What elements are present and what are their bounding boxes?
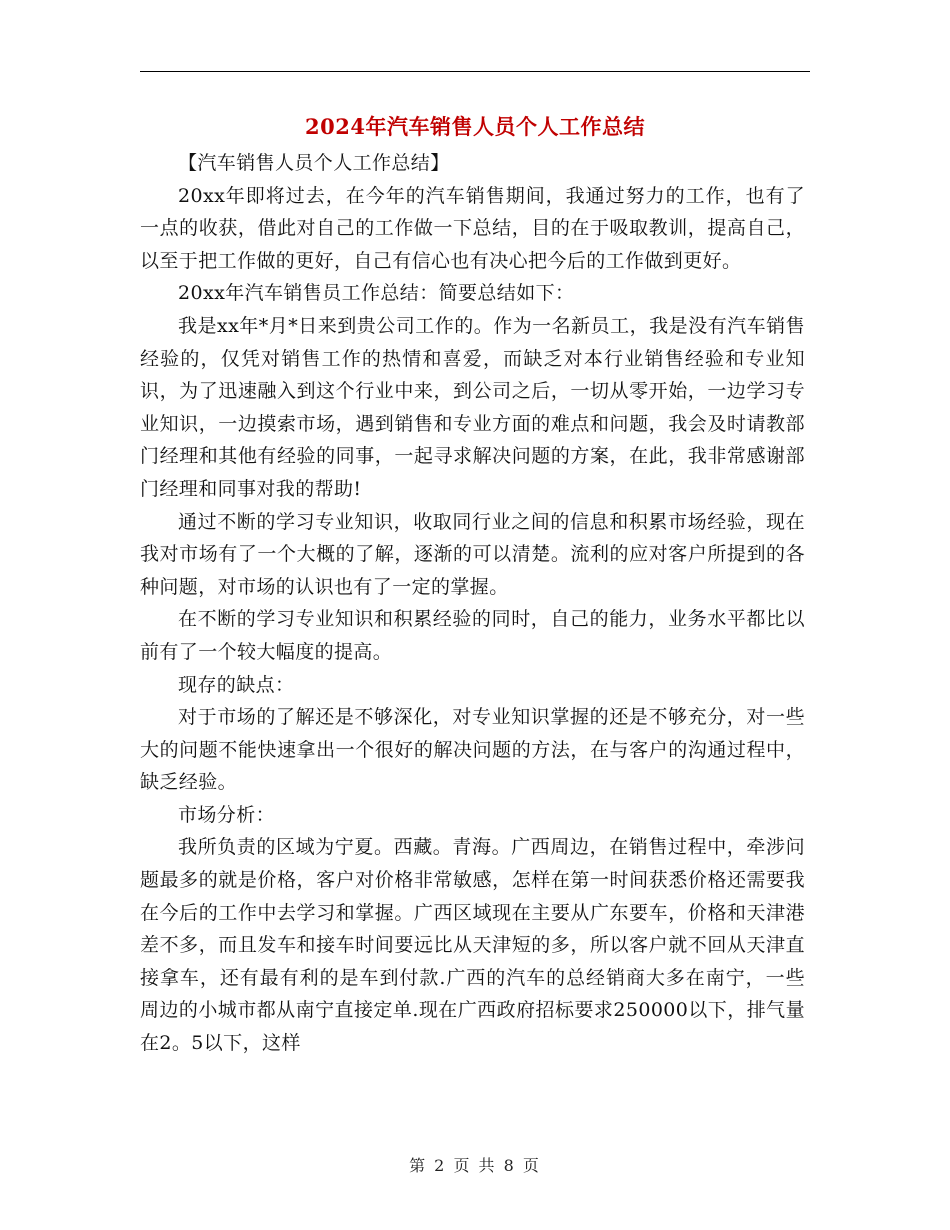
paragraph-shortcomings: 对于市场的了解还是不够深化，对专业知识掌握的还是不够充分，对一些大的问题不能快速拿出一个很好的解决问题的方法，在与客户的沟通过程中，缺乏经验。 [140,706,805,794]
paragraph-learning: 通过不断的学习专业知识，收取同行业之间的信息和积累市场经验，现在我对市场有了一个大概的了解，逐渐的可以清楚。流利的应对客户所提到的各种问题，对市场的认识也有了一定的掌握。 [140,510,805,598]
paragraph-shortcomings-heading: 现存的缺点： [178,673,295,696]
page-number-footer: 第 2 页 共 8 页 [409,1156,541,1175]
paragraph-improvement: 在不断的学习专业知识和积累经验的同时，自己的能力，业务水平都比以前有了一个较大幅度的提高。 [140,608,805,663]
paragraph-intro: 20xx年即将过去，在今年的汽车销售期间，我通过努力的工作，也有了一点的收获，借此对自己的工作做一下总结，目的在于吸取教训，提高自己，以至于把工作做的更好，自己有信心也有决心把今后的工作做到更好。 [140,184,805,272]
paragraph-market-analysis: 我所负责的区域为宁夏。西藏。青海。广西周边，在销售过程中，牵涉问题最多的就是价格，客户对价格非常敏感，怎样在第一时间获悉价格还需要我在今后的工作中去学习和掌握。广西区域现在主要从广东要车，价格和天津港差不多，而且发车和接车时间要远比从天津短的多，所以客户就不回从天津直接拿车，还有最有利的是车到付款.广西的汽车的总经销商大多在南宁，一些周边的小城市都从南宁直接定单.现在广西政府招标要求250000以下，排气量在2。5以下，这样 [140,836,805,1055]
document-title: 2024年汽车销售人员个人工作总结 [305,114,645,139]
document-body [140,147,805,1060]
paragraph-market-heading: 市场分析： [178,803,276,826]
paragraph-section-heading: 【汽车销售人员个人工作总结】 [178,152,450,174]
paragraph-background: 我是xx年*月*日来到贵公司工作的。作为一名新员工，我是没有汽车销售经验的，仅凭对销售工作的热情和喜爱，而缺乏对本行业销售经验和专业知识，为了迅速融入到这个行业中来，到公司之后，一切从零开始，一边学习专业知识，一边摸索市场，遇到销售和专业方面的难点和问题，我会及时请教部门经理和其他有经验的同事，一起寻求解决问题的方案，在此，我非常感谢部门经理和同事对我的帮助! [140,314,805,500]
paragraph-summary-heading: 20xx年汽车销售员工作总结：简要总结如下： [178,282,575,305]
header-rule [140,71,810,72]
